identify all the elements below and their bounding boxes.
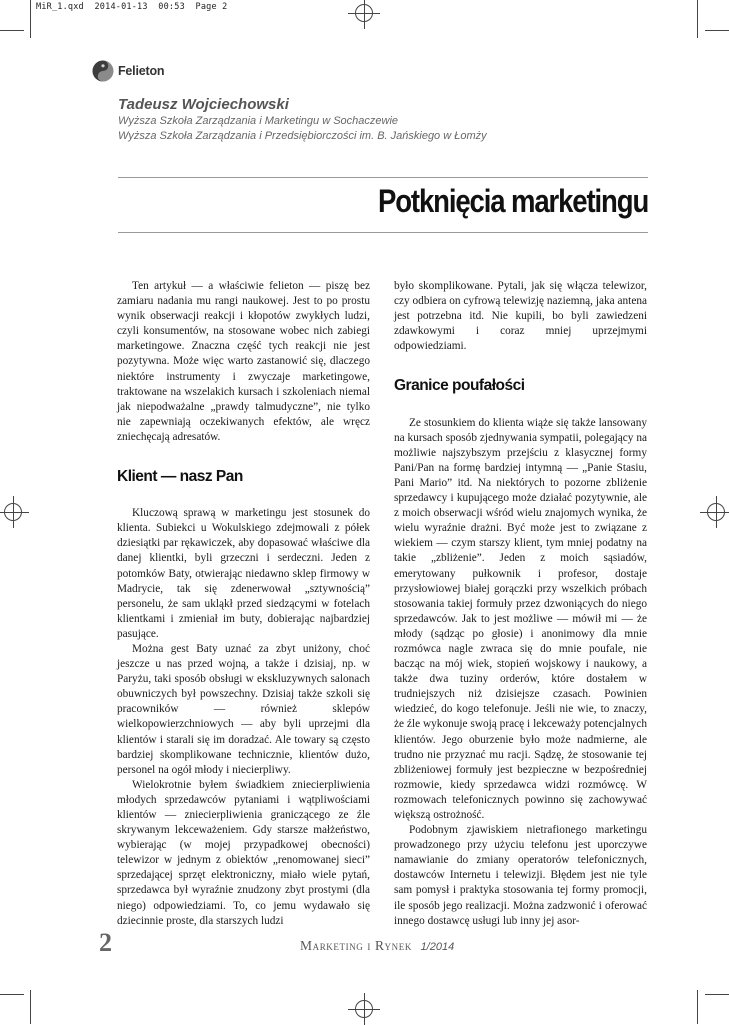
text-column-right: [394, 279, 647, 929]
section-heading: Klient — nasz Pan: [117, 468, 243, 486]
journal-footer: [300, 938, 454, 954]
print-slug: MiR_1.qxd 2014-01-13 00:53 Page 2: [36, 2, 228, 12]
paragraph: Kluczową sprawą w marketingu jest stosunek do klienta. Subiekci u Wokulskiego zdejmowali z półek dziesiątki par rękawiczek, aby dopasować właściwe dla danej klientki, byli grzeczni i serdeczni. Jeden z potomków Baty, otwierając niedawno sklep firmowy w Madrycie, tak się zdenerwował „sztywnością” personelu, że sam ukląkł przed siedzącymi w fotelach klientkami i zmieniał im buty, dobierając najbardziej pasujące.: [117, 507, 370, 640]
crop-mark: [697, 0, 698, 38]
paragraph: Ten artykuł — a właściwie felieton — piszę bez zamiaru nadania mu rangi naukowej. Jest to po prostu wynik obserwacji reakcji i kłopotów zwykłych ludzi, czyli konsumentów, na stosowane wobec nich zabiegi marketingowe. Znaczna część tych reakcji nie jest pozytywna. Może więc warto zastanowić się, dlaczego niektóre instrumenty i zwyczaje marketingowe, traktowane na wszelakich kursach i szkoleniach niemal jak niepodważalne „prawdy talmudyczne”, nie tylko nie zapewniają oczekiwanych efektów, ale wręcz zniechęcają adresatów.: [117, 280, 370, 443]
paragraph: Wielokrotnie byłem świadkiem zniecierpliwienia młodych sprzedawców pytaniami i wątpliwościami klientów — zniecierpliwienia graniczącego ze źle skrywanym lekceważeniem. Gdy starsze małżeństwo, wybierając (w mojej przypadkowej obecności) telewizor w jednym z obiektów „renomowanej sieci” sprzedającej sprzęt elektroniczny, miało wiele pytań, sprzedawca był wyraźnie znudzony zbyt prostymi (dla niego) odpowiedziami. To, co jemu wydawało się dziecinnie proste, dla starszych ludzi: [117, 778, 370, 927]
registration-mark-icon: [355, 1000, 373, 1018]
registration-mark-icon: [355, 4, 373, 22]
crop-mark: [705, 994, 729, 995]
crop-mark: [30, 990, 31, 1024]
article-title: Potknięcia marketingu: [377, 183, 648, 219]
title-rule-top: [118, 177, 648, 178]
page-number: 2: [99, 928, 112, 957]
paragraph: było skomplikowane. Pytali, jak się włącza telewizor, czy odbiera on cyfrową telewizję naziemną, jaka antena jest potrzebna itd. Nie kupili, bo byli zawiedzeni zdawkowymi i coraz mniej uprzejmymi odpowiedziami.: [394, 280, 647, 353]
crop-mark: [30, 0, 31, 38]
crop-mark: [0, 994, 24, 995]
crop-mark: [697, 990, 698, 1024]
crop-mark: [0, 30, 24, 31]
registration-mark-icon: [707, 503, 725, 521]
journal-name: Marketing i Rynek: [300, 938, 412, 953]
paragraph: Podobnym zjawiskiem nietrafionego marketingu prowadzonego przy użyciu telefonu jest uporczywe namawianie do zmiany operatorów telefonicznych, dostawców Internetu i telewizji. Błędem jest nie tyle sam pomysł i praktyka stosowania tej formy promocji, ile sposób jego realizacji. Można zadzwonić i oferować innego dostawcę usługi lub inny jej asor-: [394, 824, 647, 927]
registration-mark-icon: [4, 503, 22, 521]
paragraph: Można gest Baty uznać za zbyt uniżony, choć jeszcze u nas przed wojną, a także i dzisiaj, np. w Paryżu, taki sposób obsługi w ekskluzywnych salonach obuwniczych był powszechny. Dzisiaj także szkoli się pracowników — również sklepów wielkopowierzchniowych — aby byli uprzejmi dla klientów i starali się im doradzać. Ale towary są często bardziej skomplikowane technicznie, klientów dużo, personel na ogół młody i niecierpliwy.: [117, 642, 370, 776]
text-column-left: [117, 279, 370, 929]
author-affiliation: Wyższa Szkoła Zarządzania i Marketingu w Sochaczewie: [118, 115, 399, 127]
journal-issue: 1/2014: [420, 941, 455, 953]
author-affiliation: Wyższa Szkoła Zarządzania i Przedsiębiorczości im. B. Jańskiego w Łomży: [118, 130, 487, 142]
crop-mark: [705, 30, 729, 31]
title-rule-bottom: [118, 232, 648, 233]
section-logo-icon: [92, 60, 114, 82]
paragraph: Ze stosunkiem do klienta wiąże się także lansowany na kursach sposób zjednywania sympatii, polegający na możliwie najszybszym przejściu z klasycznej formy Pani/Pan na formę bardziej intymną — „Panie Stasiu, Pani Mario” itd. Na niektórych to pozorne zbliżenie sprzedawcy i kupującego może działać pozytywnie, ale z moich obserwacji wśród wielu znajomych wynika, że wielu wyraźnie drażni. Być może jest to związane z wiekiem — czym starszy klient, tym mniej podatny na takie „zbliżenie”. Jeden z moich sąsiadów, emerytowany pułkownik i profesor, dostaje przysłowiowej białej gorączki przy wszelkich próbach stosowania takiej formuły przez dzwoniących do niego sprzedawców. Jak to jest możliwe — mówił mi — że młody (sądząc po głosie) i anonimowy dla mnie rozmówca nagle zwraca się do mnie poufale, nie bacząc na mój wiek, stopień wojskowy i naukowy, a także dwa tuziny orderów, które dostałem w trudniejszych niż dzisiejsze czasach. Powinien wiedzieć, do kogo telefonuje. Jeśli nie wie, to znaczy, że źle wykonuje swoją pracę i lekceważy potencjalnych klientów. Jego oburzenie było może nadmierne, ale trudno nie przyznać mu racji. Sądzę, że stosowanie tej zbliżeniowej formuły jest bezpieczne w bezpośredniej rozmowie, kiedy sprzedawca widzi rozmówcę. W rozmowach telefonicznych powinno się zachowywać większą ostrożność.: [394, 416, 647, 821]
section-label: Felieton: [118, 64, 165, 78]
author-name: Tadeusz Wojciechowski: [118, 96, 289, 113]
section-heading: Granice poufałości: [394, 377, 525, 395]
section-header: [92, 60, 164, 82]
